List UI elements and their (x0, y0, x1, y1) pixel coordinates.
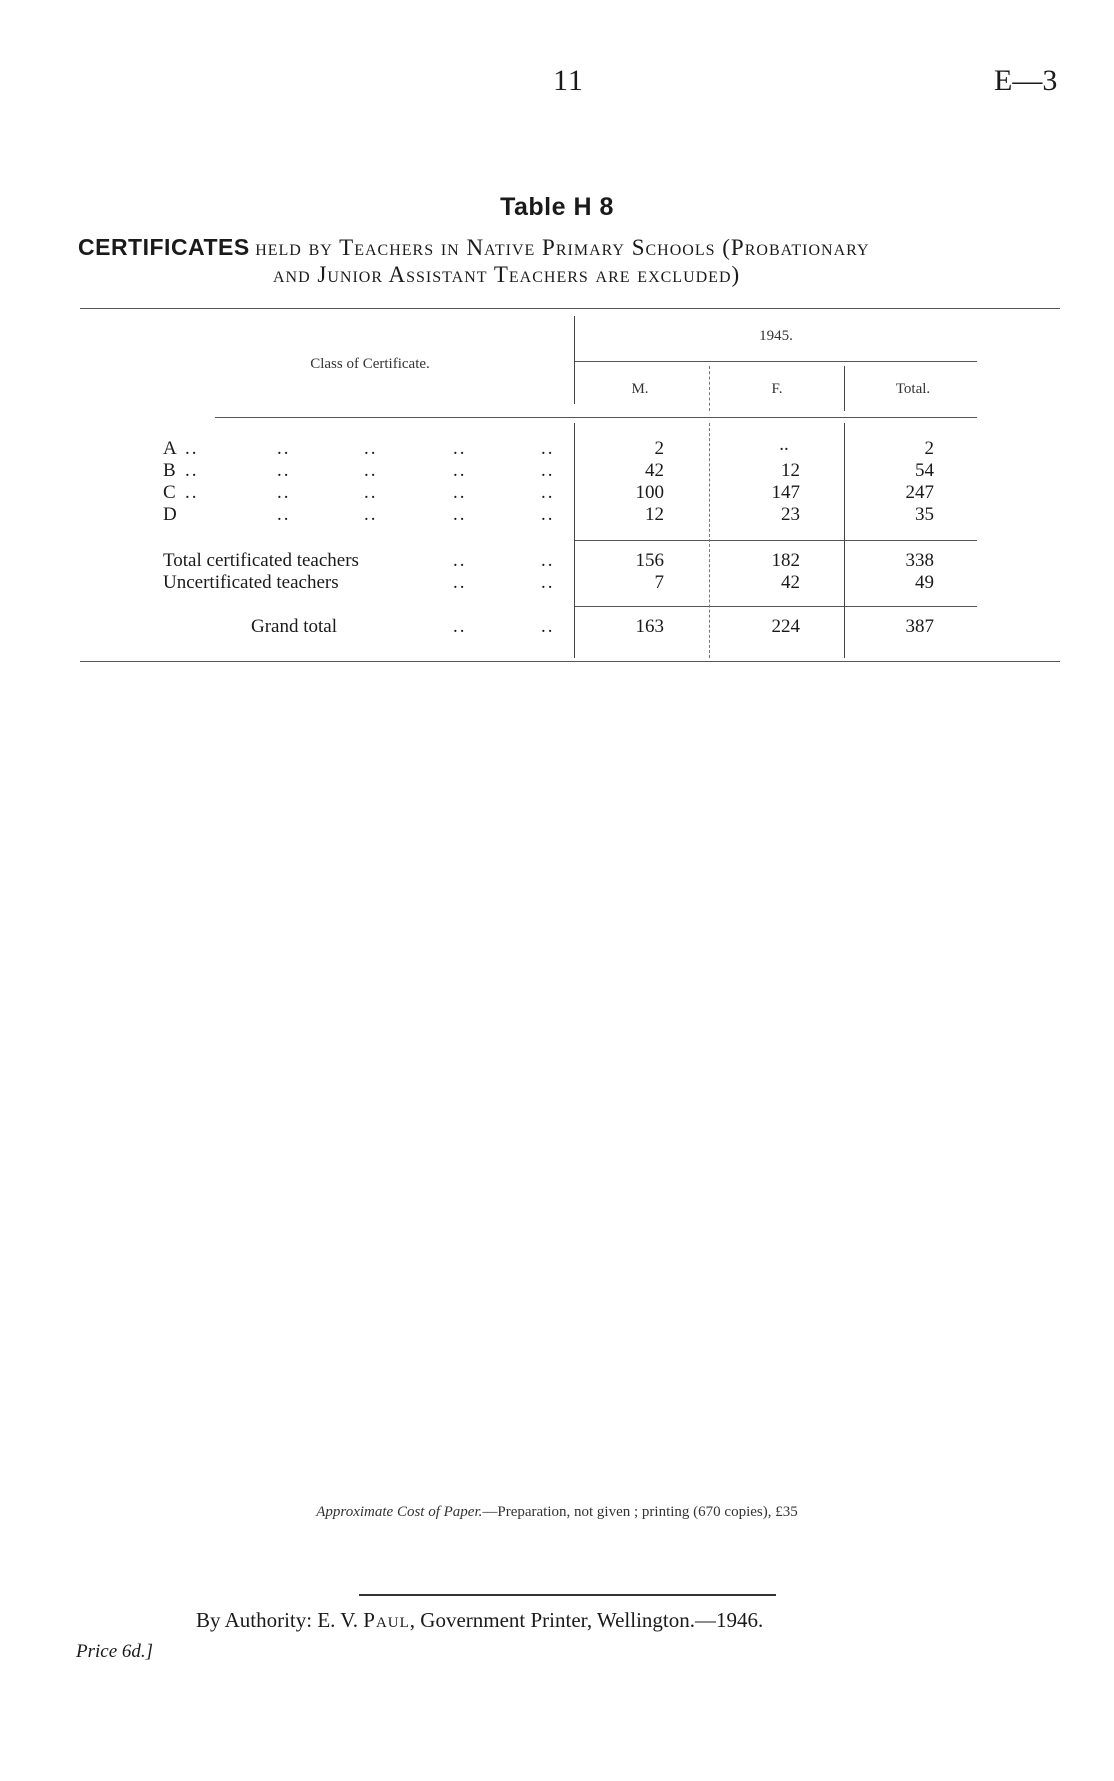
row-label: C (163, 482, 176, 503)
leader-dots: .. (453, 504, 467, 525)
leader-dots: .. (453, 616, 467, 637)
cell-f: 42 (781, 572, 800, 593)
table-heading (78, 234, 870, 261)
imprint-suffix: , Government Printer, Wellington.—1946. (409, 1608, 764, 1632)
cell-total: 49 (915, 572, 934, 593)
leader-dots: .. (185, 482, 199, 503)
leader-dots: .. (453, 460, 467, 481)
leader-dots: .. (453, 438, 467, 459)
table-bottom-rule (80, 661, 1060, 662)
imprint-prefix: By Authority: E. V. (196, 1608, 364, 1632)
imprint-name: Paul (363, 1608, 410, 1632)
row-label: D (163, 504, 177, 525)
row-label: B (163, 460, 176, 481)
cell-f: 224 (771, 616, 800, 637)
cell-m: 100 (635, 482, 664, 503)
leader-dots: .. (364, 482, 378, 503)
leader-dots: .. (541, 572, 555, 593)
leader-dots: .. (541, 504, 555, 525)
leader-dots: .. (541, 460, 555, 481)
cell-total: 54 (915, 460, 934, 481)
cell-f: 147 (771, 482, 800, 503)
cell-m: 42 (645, 460, 664, 481)
cell-f: 23 (781, 504, 800, 525)
grand-total-rule (575, 606, 977, 607)
leader-dots: .. (541, 482, 555, 503)
stub-divider-body (574, 423, 575, 658)
cell-f: 182 (771, 550, 800, 571)
cell-f: 12 (781, 460, 800, 481)
subtotal-rule (575, 540, 977, 541)
table-heading-line2: and Junior Assistant Teachers are excluded) (273, 262, 741, 287)
cell-total: 338 (905, 550, 934, 571)
table-title: Table H 8 (500, 193, 614, 221)
cell-m: 12 (645, 504, 664, 525)
year-header: 1945. (759, 328, 793, 344)
mf-divider-body (709, 423, 710, 658)
cell-m: 156 (635, 550, 664, 571)
leader-dots: .. (364, 438, 378, 459)
leader-dots: .. (453, 550, 467, 571)
row-label: Uncertificated teachers (163, 572, 339, 593)
leader-dots: .. (185, 438, 199, 459)
cost-label: Approximate Cost of Paper. (316, 1504, 483, 1520)
column-header-total: Total. (895, 381, 931, 397)
cell-m: 2 (654, 438, 664, 459)
leader-dots: .. (541, 438, 555, 459)
row-label: Grand total (251, 616, 338, 637)
document-code: E—3 (994, 64, 1058, 97)
leader-dots: .. (185, 460, 199, 481)
leader-dots: .. (277, 504, 291, 525)
cost-footnote (0, 1504, 1114, 1521)
leader-dots: .. (364, 460, 378, 481)
table-heading-rest: held by Teachers in Native Primary Schools (Probationary (255, 235, 870, 260)
leader-dots: .. (453, 482, 467, 503)
cell-f: .. (779, 434, 789, 455)
column-header-f: F. (771, 381, 783, 397)
cell-m: 163 (635, 616, 664, 637)
leader-dots: .. (541, 616, 555, 637)
column-header-m: M. (631, 381, 649, 397)
cell-total: 2 (924, 438, 934, 459)
column-header-rule (215, 417, 977, 418)
year-header-rule (575, 361, 977, 362)
stub-header: Class of Certificate. (310, 356, 430, 372)
page-number: 11 (553, 64, 584, 97)
row-label: Total certificated teachers (163, 550, 359, 571)
cost-text: —Preparation, not given ; printing (670 copies), £35 (482, 1504, 798, 1520)
leader-dots: .. (364, 504, 378, 525)
cell-m: 7 (654, 572, 664, 593)
imprint-rule (359, 1594, 776, 1596)
leader-dots: .. (277, 460, 291, 481)
leader-dots: .. (453, 572, 467, 593)
table-top-rule (80, 308, 1060, 309)
cell-total: 247 (905, 482, 934, 503)
leader-dots: .. (277, 482, 291, 503)
price: Price 6d.] (76, 1641, 154, 1662)
ft-divider-head (844, 366, 845, 411)
row-label: A (163, 438, 177, 459)
table-heading-lead: CERTIFICATES (78, 234, 250, 260)
cell-total: 35 (915, 504, 934, 525)
leader-dots: .. (277, 438, 291, 459)
leader-dots: .. (541, 550, 555, 571)
cell-total: 387 (905, 616, 934, 637)
printer-imprint (196, 1608, 763, 1633)
ft-divider-body (844, 423, 845, 658)
mf-divider-head (709, 366, 710, 411)
